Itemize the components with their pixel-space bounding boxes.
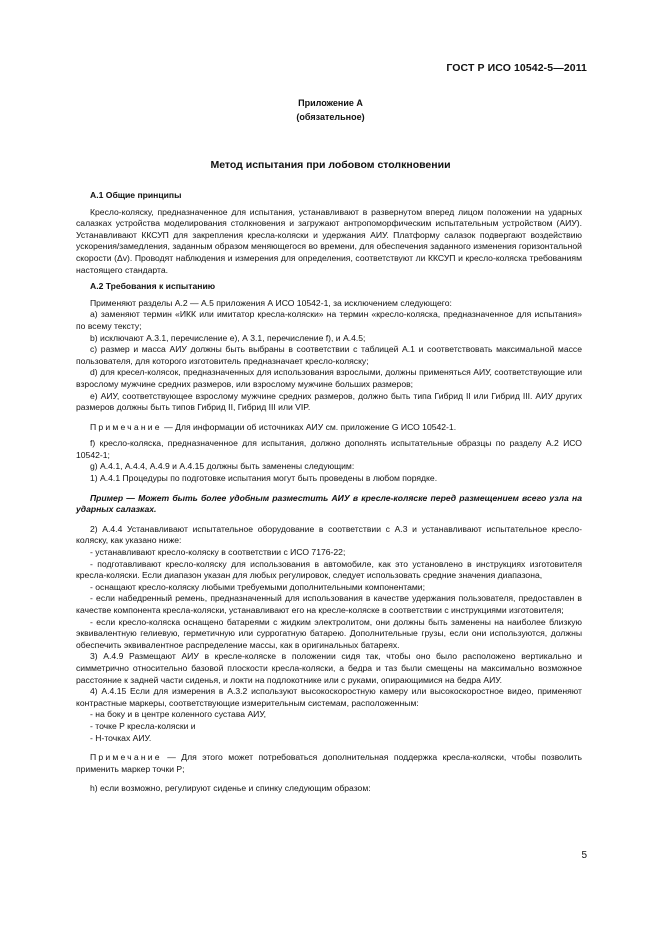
note-2: [76, 752, 582, 775]
note-1-text: — Для информации об источниках АИУ см. приложение G ИСО 10542-1.: [161, 421, 457, 432]
section-a2-heading: А.2 Требования к испытанию: [90, 281, 216, 292]
dash-item-4: - если набедренный ремень, предназначенный для использования в качестве удержания пользователя, предоставлен в качестве компонента кресла-коляски, устанавливают его на кресле-коляске в соответствии с инструкциями изготовителя;: [76, 593, 582, 615]
document-body: [76, 190, 582, 795]
section-a2-intro: Применяют разделы А.2 — А.5 приложения А ИСО 10542-1, за исключением следующего:: [90, 297, 452, 308]
dash-item-7: - точке P кресла-коляски и: [90, 720, 196, 731]
annex-heading: [0, 96, 661, 124]
dash-item-5: - если кресло-коляска оснащено батареями с жидким электролитом, они должны быть заменены на наиболее близкую эквивалентную гелиевую, герметичную или суррогатную батарею. Дополнительные грузы, если они используются, должны обеспечить эквивалентное распределение массы, как в оригинальных батареях.: [76, 616, 582, 650]
list-item-g: g) А.4.1, А.4.4, А.4.9 и А.4.15 должны быть заменены следующим:: [90, 461, 355, 472]
main-title: Метод испытания при лобовом столкновении: [210, 159, 451, 171]
standard-header: ГОСТ Р ИСО 10542-5—2011: [446, 62, 587, 74]
dash-item-3: - оснащают кресло-коляску любыми требуемыми дополнительными компонентами;: [90, 581, 425, 592]
example-text: Пример — Может быть более удобным разместить АИУ в кресле-коляске перед размещением всего узла на ударных салазках.: [76, 492, 582, 515]
list-item-f: f) кресло-коляска, предназначенное для испытания, должно дополнять испытательные образцы по разделу А.2 ИСО 10542-1;: [76, 438, 582, 460]
list-item-a: а) заменяют термин «ИКК или имитатор кресла-коляски» на термин «кресло-коляска, предназначенное для испытания» по всему тексту;: [76, 309, 582, 331]
note-2-text: — Для этого может потребоваться дополнительная поддержка кресла-коляски, чтобы позволить применить маркер точки P;: [76, 752, 582, 774]
section-a1-heading: А.1 Общие принципы: [90, 190, 182, 200]
dash-item-2: - подготавливают кресло-коляску для использования в автомобиле, как это установлено в инструкциях изготовителя кресла-коляски. Если диапазон указан для любых регулировок, следует использовать средние значения диапазона,: [76, 558, 582, 581]
section-a1-text: Кресло-коляску, предназначенное для испытания, устанавливают в развернутом вперед лицом положении на ударных салазках устройства моделирования столкновения и загружают антропоморфическим испытательным устройством (АИУ). Устанавливают ККСУП для закрепления кресла-коляски и удержания АИУ. Платформу салазок подвергают воздействию ускорения/замедления, заданным образом меняющегося во времени, для обеспечения заданного изменения горизонтальной скорости (Δv). Проводят наблюдения и измерения для определения, соответствуют ли ККСУП и кресло-коляска требованиям настоящего стандарта.: [76, 206, 582, 275]
page-number: 5: [581, 850, 587, 861]
list-item-2: 2) А.4.4 Устанавливают испытательное оборудование в соответствии с А.3 и устанавливают испытательное кресло-коляску, как указано ниже:: [76, 523, 582, 546]
list-item-4: 4) А.4.15 Если для измерения в А.3.2 используют высокоскоростную камеру или высокоскоростное видео, применяют контрастные маркеры, соответствующие измерительным системам, расположенным:: [76, 686, 582, 708]
dash-item-8: - H-точках АИУ.: [90, 732, 152, 743]
dash-item-6: - на боку и в центре коленного сустава АИУ,: [90, 709, 267, 720]
list-item-1: 1) А.4.1 Процедуры по подготовке испытания могут быть проведены в любом порядке.: [90, 473, 438, 484]
dash-item-1: - устанавливают кресло-коляску в соответствии с ИСО 7176-22;: [90, 547, 346, 558]
list-item-d: d) для кресел-колясок, предназначенных для использования взрослыми, должны применяться АИУ, соответствующие или взрослому мужчине средних размеров, или взрослому мужчине больших размеров;: [76, 367, 582, 389]
annex-status: (обязательное): [296, 112, 365, 122]
list-item-e: е) АИУ, соответствующее взрослому мужчине средних размеров, должно быть типа Гибрид II или Гибрид III. АИУ других размеров должны быть типов Гибрид II, Гибрид III или VIP.: [76, 390, 582, 413]
list-item-b: b) исключают А.3.1, перечисление е), А 3.1, перечисление f), и А.4.5;: [90, 332, 366, 343]
annex-title: Приложение А: [298, 98, 363, 108]
note-1-label: Примечание: [90, 421, 162, 432]
note-2-label: Примечание: [90, 752, 162, 763]
list-item-c: c) размер и масса АИУ должны быть выбраны в соответствии с таблицей А.1 и соответствовать максимальной массе пользователя, для которого изготовитель предназначает кресло-коляску;: [76, 344, 582, 366]
list-item-3: 3) А.4.9 Размещают АИУ в кресле-коляске в положении сидя так, чтобы оно было расположено вертикально и симметрично относительно базовой плоскости кресла-коляски, а бедра и таз были смещены на максимально возможное расстояние к задней части сиденья, и локти на подлокотнике или с руками, опирающимися на бедра АИУ.: [76, 651, 582, 685]
list-item-h: h) если возможно, регулируют сиденье и спинку следующим образом:: [90, 783, 371, 794]
note-1: [76, 422, 582, 434]
